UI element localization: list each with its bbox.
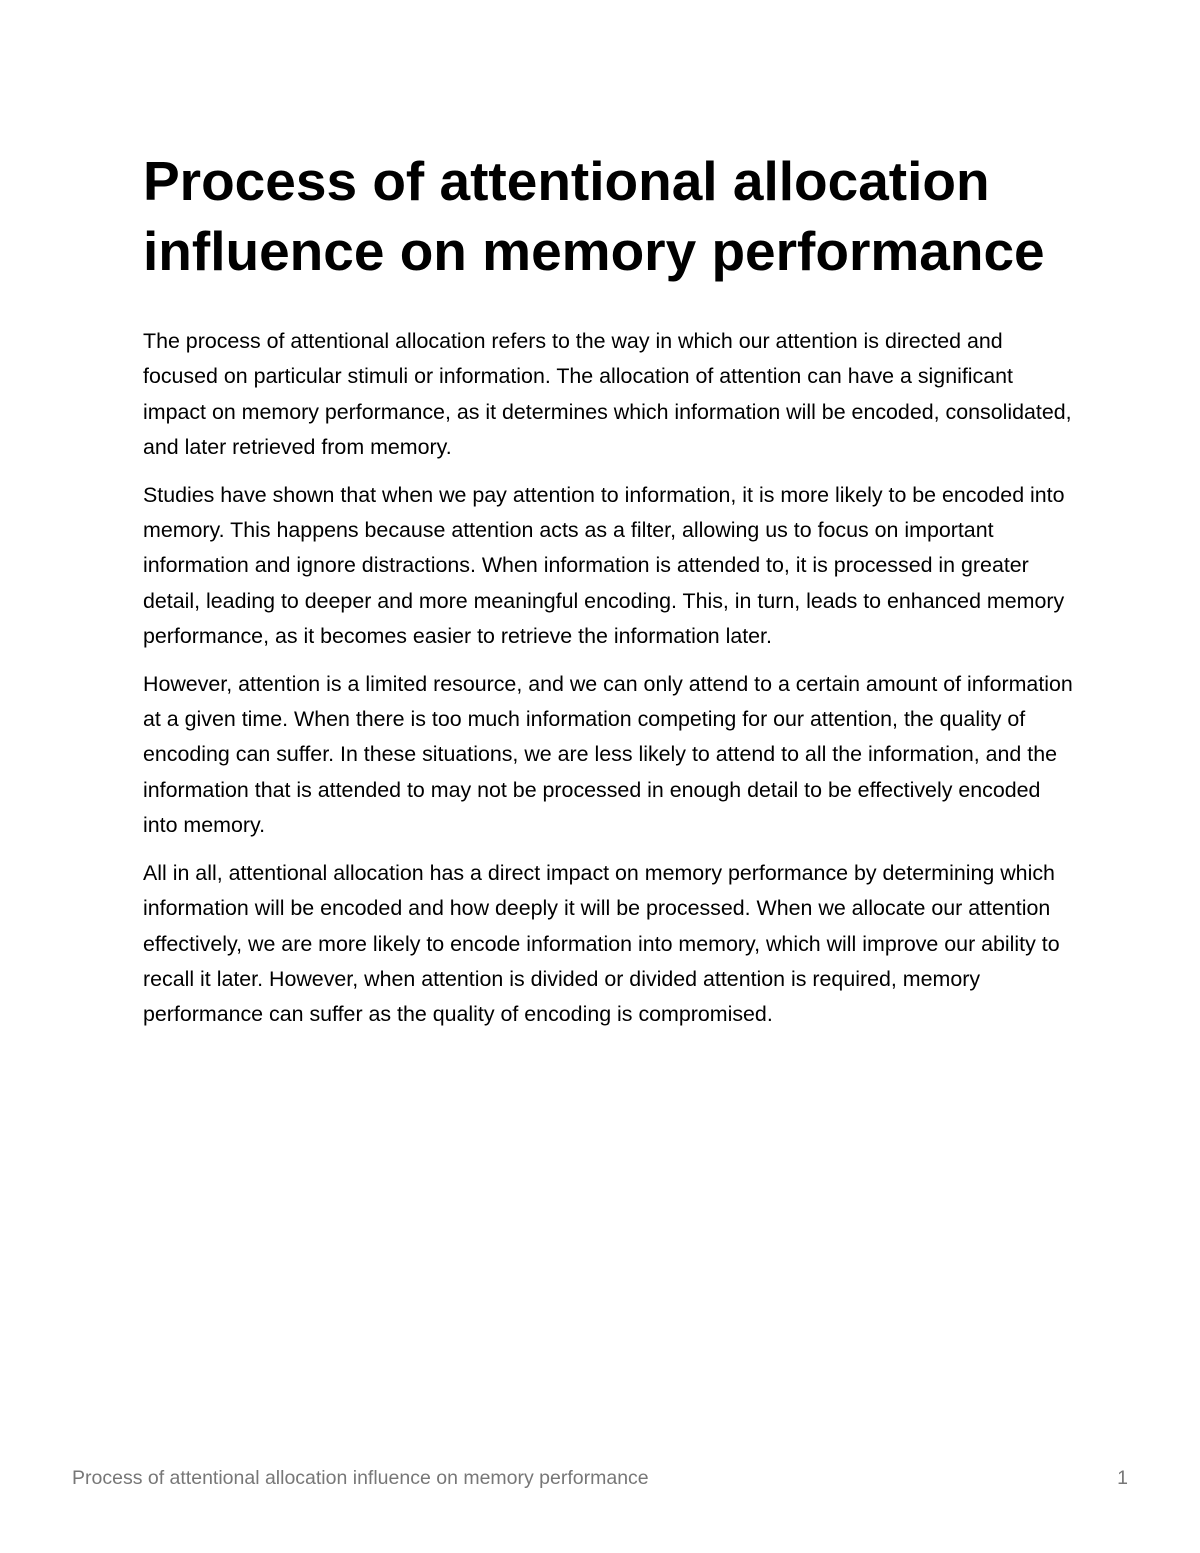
page-number: 1 <box>1117 1466 1128 1489</box>
paragraph-3: However, attention is a limited resource, and we can only attend to a certain amount of information at a given time. When there is too much information competing for our attention, the quality of encoding can suffer. In these situations, we are less likely to attend to all the information, and the information that is attended to may not be processed in enough detail to be effectively encoded into memory. <box>143 671 1073 838</box>
footer-title: Process of attentional allocation influence on memory performance <box>72 1466 649 1489</box>
page-footer <box>72 1466 1128 1490</box>
paragraph-4: All in all, attentional allocation has a direct impact on memory performance by determining which information will be encoded and how deeply it will be processed. When we allocate our attention effectively, we are more likely to encode information into memory, which will improve our ability to recall it later. However, when attention is divided or divided attention is required, memory performance can suffer as the quality of encoding is compromised. <box>143 860 1060 1027</box>
document-title: Process of attentional allocation influence on memory performance <box>143 150 1045 282</box>
document-body <box>143 146 1073 1045</box>
paragraph-1: The process of attentional allocation refers to the way in which our attention is directed and focused on particular stimuli or information. The allocation of attention can have a significant impact on memory performance, as it determines which information will be encoded, consolidated, and later retrieved from memory. <box>143 329 1072 460</box>
paragraph-2: Studies have shown that when we pay attention to information, it is more likely to be encoded into memory. This happens because attention acts as a filter, allowing us to focus on important information and ignore distractions. When information is attended to, it is processed in greater detail, leading to deeper and more meaningful encoding. This, in turn, leads to enhanced memory performance, as it becomes easier to retrieve the information later. <box>143 482 1065 649</box>
